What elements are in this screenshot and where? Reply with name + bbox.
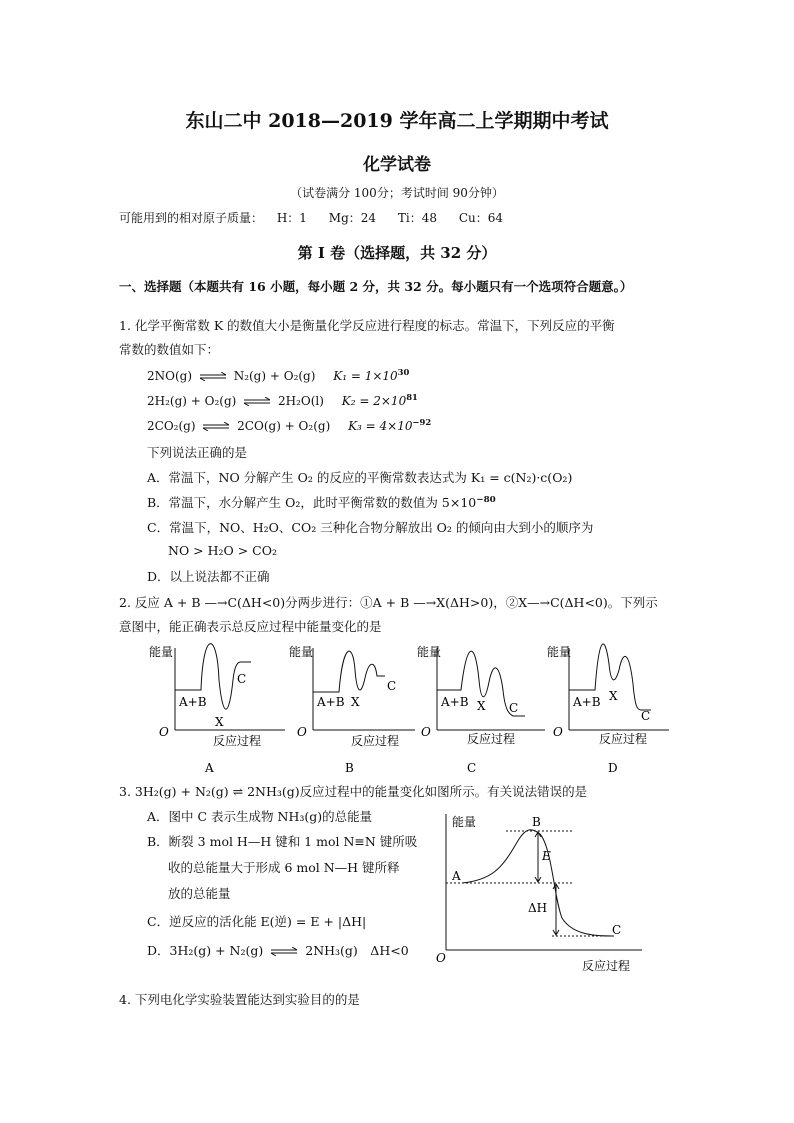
- r1-exp: 30: [397, 367, 410, 377]
- exam-subject: 化学试卷: [363, 155, 431, 175]
- q3-option-b-line2: 收的总能量大于形成 6 mol N—H 键所释: [168, 860, 400, 875]
- point-b: B: [532, 815, 541, 829]
- choice-label: C: [467, 761, 477, 775]
- atomic-ti: Ti：48: [397, 211, 437, 225]
- x-axis-label: 反应过程: [213, 734, 262, 748]
- r3-right: 2CO(g) + O₂(g): [237, 419, 331, 433]
- r1-right: N₂(g) + O₂(g): [233, 369, 316, 383]
- origin-label: O: [436, 951, 446, 965]
- q1-option-c: C．常温下，NO、H₂O、CO₂ 三种化合物分解放出 O₂ 的倾向由大到小的顺序为: [147, 520, 594, 535]
- r1-left: 2NO(g): [147, 369, 193, 383]
- q1-option-a: A．常温下，NO 分解产生 O₂ 的反应的平衡常数表达式为 K₁ = c(N₂)·c(O₂): [147, 470, 573, 485]
- e-label: E: [542, 849, 551, 863]
- x-axis-label: 反应过程: [351, 734, 400, 748]
- q3-energy-diagram: [432, 808, 652, 978]
- point-c: C: [612, 923, 622, 937]
- r3-exp: −92: [412, 417, 432, 427]
- x-label: X: [351, 695, 360, 709]
- point-a: A: [452, 869, 461, 883]
- q1-stem-line2: 常数的数值如下：: [119, 342, 220, 357]
- x-axis-label: 反应过程: [582, 959, 631, 973]
- r3-k: K₃ = 4×10: [348, 419, 413, 433]
- q2-diagram-d: [545, 640, 675, 775]
- q1-reaction-3: [147, 417, 431, 433]
- x-label: X: [609, 689, 618, 703]
- q3-option-b: B．断裂 3 mol H—H 键和 1 mol N≡N 键所吸: [147, 834, 418, 849]
- q2-stem-line2: 意图中，能正确表示总反应过程中能量变化的是: [119, 619, 382, 634]
- y-axis-label: 能量: [547, 645, 572, 659]
- r3-left: 2CO₂(g): [147, 419, 196, 433]
- y-axis-label: 能量: [149, 645, 174, 659]
- q2-diagram-c: [415, 640, 555, 775]
- q1-prompt: 下列说法正确的是: [147, 445, 248, 460]
- origin-label: O: [297, 725, 307, 739]
- c-label: C: [387, 679, 397, 693]
- atomic-masses: [119, 209, 503, 226]
- choice-label: A: [205, 761, 214, 775]
- q2-diagram-b: [285, 640, 425, 775]
- q3-option-b-line3: 放的总能量: [168, 886, 231, 901]
- q1-option-b: B．常温下，水分解产生 O₂，此时平衡常数的数值为 $5\times 10^{-80}$: [147, 494, 496, 510]
- r2-left: 2H₂(g) + O₂(g): [147, 394, 237, 408]
- y-axis-label: 能量: [417, 645, 442, 659]
- x-axis-label: 反应过程: [467, 732, 516, 746]
- q4-stem: 4. 下列电化学实验装置能达到实验目的的是: [119, 992, 360, 1007]
- q3-d-left: D．3H₂(g) + N₂(g): [147, 943, 264, 958]
- part-title: 第 I 卷（选择题，共 32 分）: [297, 244, 497, 262]
- ab-label: A+B: [317, 695, 345, 709]
- q2-diagram-a: [145, 640, 295, 775]
- y-axis-label: 能量: [452, 815, 477, 829]
- atomic-cu: Cu：64: [458, 211, 503, 225]
- exam-title: 东山二中 2018—2019 学年高二上学期期中考试: [185, 110, 609, 132]
- q1-stem-line1: 1. 化学平衡常数 K 的数值大小是衡量化学反应进行程度的标志。常温下，下列反应的平衡: [119, 318, 615, 333]
- atomic-label: 可能用到的相对原子质量：: [119, 211, 264, 225]
- r2-exp: 81: [406, 392, 418, 402]
- choice-label: D: [608, 761, 618, 775]
- q3-d-right: 2NH₃(g) ΔH<0: [305, 943, 409, 958]
- q2-stem-line1: 2. 反应 A + B —→C(ΔH<0)分两步进行：①A + B —→X(ΔH>0)，②X—→C(ΔH<0)。下列示: [119, 595, 658, 610]
- q1-reaction-1: [147, 367, 409, 383]
- c-label: C: [509, 701, 519, 715]
- equilibrium-arrow-icon: [203, 422, 229, 431]
- origin-label: O: [421, 725, 431, 739]
- y-axis-label: 能量: [289, 645, 314, 659]
- equilibrium-arrow-icon: [271, 947, 297, 956]
- atomic-h: H：1: [276, 211, 307, 225]
- equilibrium-arrow-icon: [244, 397, 270, 406]
- q1-option-c-line2: NO > H₂O > CO₂: [168, 543, 278, 558]
- q3-option-c: C．逆反应的活化能 E(逆) = E + |ΔH|: [147, 914, 367, 929]
- ab-label: A+B: [441, 695, 469, 709]
- q3-option-d: [147, 941, 409, 959]
- delta-h-label: ΔH: [528, 901, 548, 915]
- origin-label: O: [553, 725, 563, 739]
- ab-label: A+B: [179, 695, 207, 709]
- origin-label: O: [159, 725, 169, 739]
- r2-k: K₂ = 2×10: [341, 394, 407, 408]
- section-heading: 一、选择题（本题共有 16 小题，每小题 2 分，共 32 分。每小题只有一个选项符合题意。）: [119, 279, 633, 294]
- atomic-mg: Mg：24: [328, 211, 377, 225]
- x-axis-label: 反应过程: [599, 732, 648, 746]
- q3-option-a: A．图中 C 表示生成物 NH₃(g)的总能量: [147, 809, 373, 824]
- r1-k: K₁ = 1×10: [333, 369, 398, 383]
- ab-label: A+B: [573, 695, 601, 709]
- x-label: X: [477, 699, 486, 713]
- r2-right: 2H₂O(l): [278, 394, 324, 408]
- c-label: C: [641, 709, 651, 723]
- choice-label: B: [345, 761, 354, 775]
- exam-info: （试卷满分 100分；考试时间 90分钟）: [290, 186, 504, 200]
- q3-stem: 3. 3H₂(g) + N₂(g) ⇌ 2NH₃(g)反应过程中的能量变化如图所示。有关说法错误的是: [119, 784, 588, 799]
- c-label: C: [237, 672, 247, 686]
- x-label: X: [215, 715, 224, 729]
- equilibrium-arrow-icon: [200, 372, 226, 381]
- q1-option-d: D．以上说法都不正确: [147, 569, 270, 584]
- q1-reaction-2: [147, 392, 418, 408]
